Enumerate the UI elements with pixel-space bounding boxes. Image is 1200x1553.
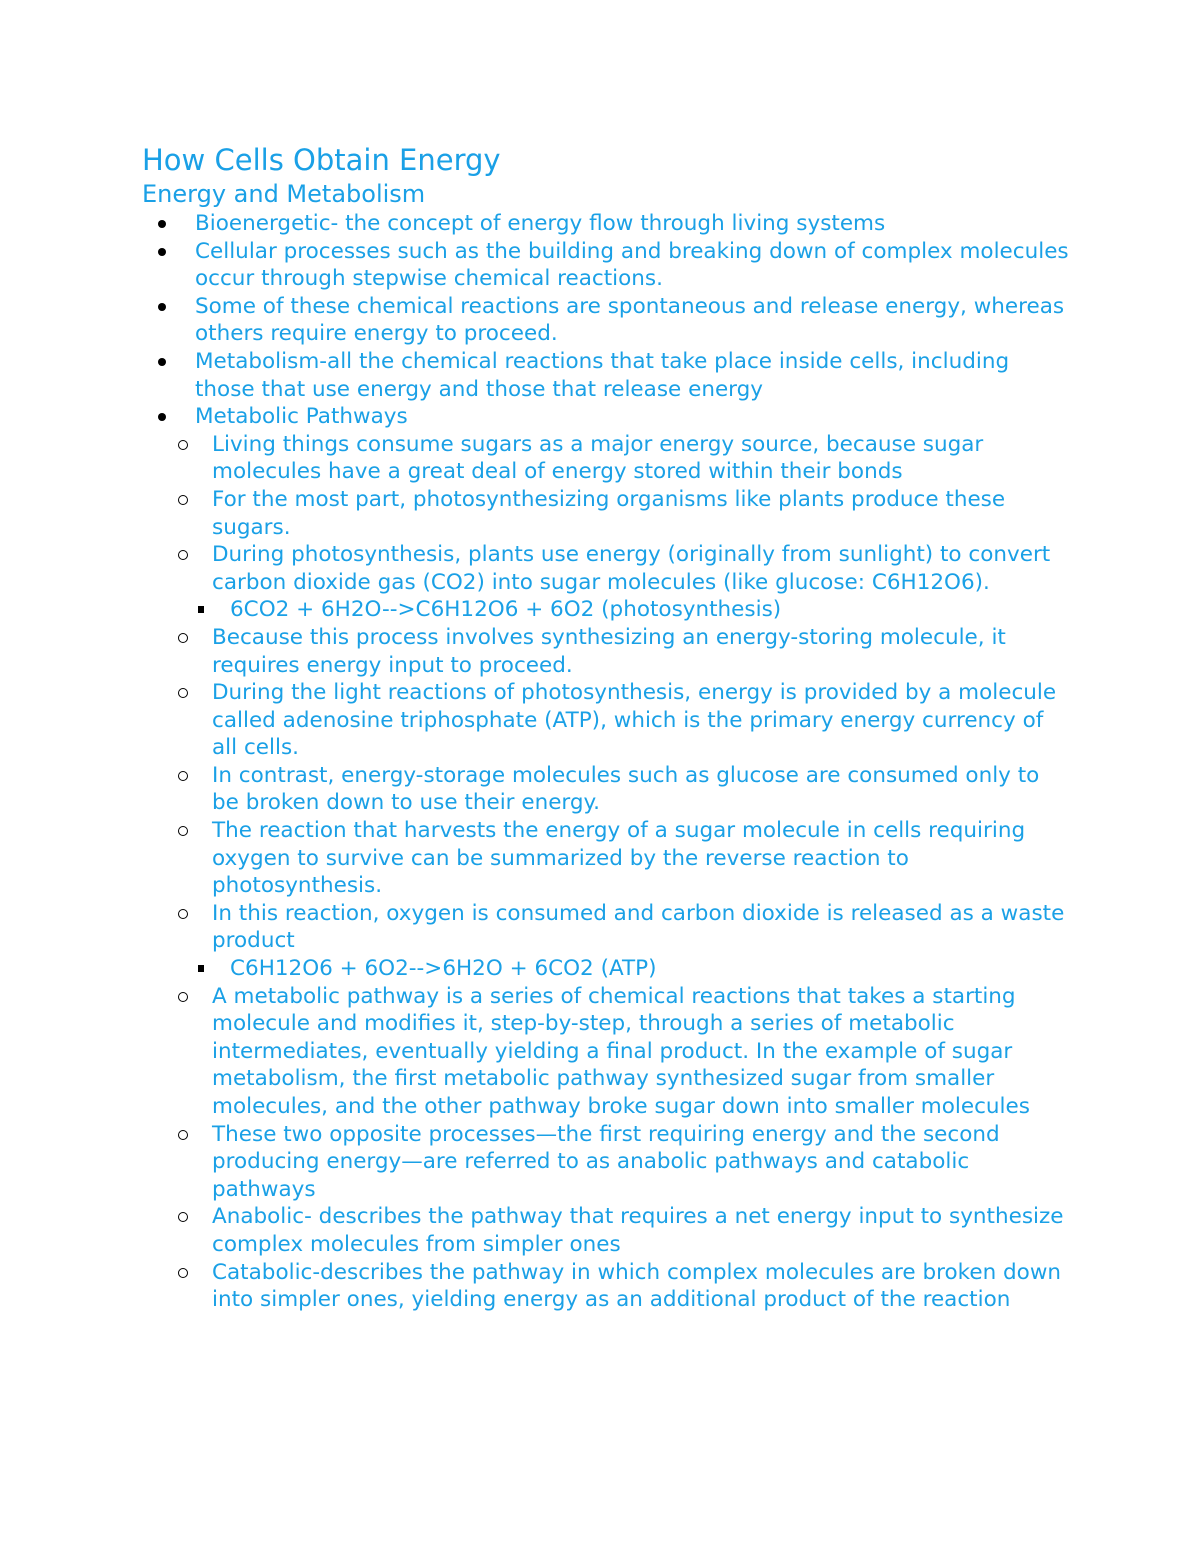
- bullet-circle-icon: [178, 1212, 188, 1222]
- document-content: [142, 141, 1072, 1314]
- list-item: Metabolism-all the chemical reactions that take place inside cells, including those that use energy and those that release energy: [142, 348, 1072, 403]
- document-title: How Cells Obtain Energy: [142, 143, 501, 177]
- sub-list-item: For the most part, photosynthesizing organisms like plants produce these sugars.: [142, 486, 1072, 541]
- equation-list: [212, 596, 1072, 624]
- list-item: Bioenergetic- the concept of energy flow through living systems: [142, 210, 1072, 238]
- sub-list-item: These two opposite processes—the first requiring energy and the second producing energy—are referred to as anabolic pathways and catabolic pathways: [142, 1121, 1072, 1204]
- bullet-circle-icon: [178, 633, 188, 643]
- sub-list-item: Catabolic-describes the pathway in which complex molecules are broken down into simpler ones, yielding energy as an additional product of the reaction: [142, 1259, 1072, 1314]
- sub-list-item: During photosynthesis, plants use energy (originally from sunlight) to convert carbon dioxide gas (CO2) into sugar molecules (like glucose: C6H12O6). 6CO2 + 6H2O-->C6H12O6 + 6O2 (photosynthesis): [142, 541, 1072, 624]
- bullet-circle-icon: [178, 1268, 188, 1278]
- sub-list-item: In contrast, energy-storage molecules such as glucose are consumed only to be broken down to use their energy.: [142, 762, 1072, 817]
- sub-list-item: In this reaction, oxygen is consumed and carbon dioxide is released as a waste product C6H12O6 + 6O2-->6H2O + 6CO2 (ATP): [142, 900, 1072, 983]
- bullet-circle-icon: [178, 826, 188, 836]
- bullet-disc-icon: [158, 413, 166, 421]
- bullet-circle-icon: [178, 1130, 188, 1140]
- bullet-disc-icon: [158, 248, 166, 256]
- bullet-circle-icon: [178, 992, 188, 1002]
- bullet-circle-icon: [178, 550, 188, 560]
- section-heading: Energy and Metabolism: [142, 180, 426, 208]
- list-item: Metabolic Pathways Living things consume sugars as a major energy source, because sugar molecules have a great deal of energy stored within their bonds For the most part, photosynthesizing organisms like plants produce these sugars. During photosynthesis, plants use energy (originally from sunlight) to convert carbon dioxide gas (CO2) into sugar molecules (like glucose: C6H12O6). 6CO2 + 6H2O-->C6H12O6 + 6O2 (photosynthesis) Because this process involves synthesizing an energy-storing molecule, it requires energy input to proceed. During the light reactions of photosynthesis, energy is provided by a molecule called adenosine triphosphate (ATP), which is the primary energy currency of all cells. In contrast, energy-storage molecules such as glucose are consumed only to be broken down to use their energy. The reaction that harvests the energy of a sugar molecule in cells requiring oxygen to survive can be summarized by the reverse reaction to photosynthesis. In this reaction, oxygen is consumed and carbon dioxide is released as a waste product C6H12O6 + 6O2-->6H2O + 6CO2 (ATP) A metabolic pathway is a series of chemical reactions that takes a starting molecule and modifies it, step-by-step, through a series of metabolic intermediates, eventually yielding a final product. In the example of sugar metabolism, the first metabolic pathway synthesized sugar from smaller molecules, and the other pathway broke sugar down into smaller molecules These two opposite processes—the first requiring energy and the second producing energy—are referred to as anabolic pathways and catabolic pathways Anabolic- describes the pathway that requires a net energy input to synthesize complex molecules from simpler ones Catabolic-describes the pathway in which complex molecules are broken down into simpler ones, yielding energy as an additional product of the reaction: [142, 403, 1072, 1314]
- bullet-circle-icon: [178, 440, 188, 450]
- list-item: Some of these chemical reactions are spontaneous and release energy, whereas others require energy to proceed.: [142, 293, 1072, 348]
- bullet-disc-icon: [158, 358, 166, 366]
- sub-list-item: During the light reactions of photosynthesis, energy is provided by a molecule called adenosine triphosphate (ATP), which is the primary energy currency of all cells.: [142, 679, 1072, 762]
- bullet-circle-icon: [178, 771, 188, 781]
- sub-bullet-list: [195, 431, 1072, 1314]
- sub-list-item: Because this process involves synthesizing an energy-storing molecule, it requires energy input to proceed.: [142, 624, 1072, 679]
- bullet-square-icon: [198, 965, 204, 972]
- equation-item: C6H12O6 + 6O2-->6H2O + 6CO2 (ATP): [142, 955, 1072, 983]
- bullet-disc-icon: [158, 303, 166, 311]
- bullet-circle-icon: [178, 688, 188, 698]
- equation-item: 6CO2 + 6H2O-->C6H12O6 + 6O2 (photosynthesis): [142, 596, 1072, 624]
- bullet-list: [142, 210, 1072, 1314]
- bullet-circle-icon: [178, 909, 188, 919]
- list-item: Cellular processes such as the building and breaking down of complex molecules occur through stepwise chemical reactions.: [142, 238, 1072, 293]
- sub-list-item: Anabolic- describes the pathway that requires a net energy input to synthesize complex molecules from simpler ones: [142, 1203, 1072, 1258]
- sub-list-item: A metabolic pathway is a series of chemical reactions that takes a starting molecule and modifies it, step-by-step, through a series of metabolic intermediates, eventually yielding a final product. In the example of sugar metabolism, the first metabolic pathway synthesized sugar from smaller molecules, and the other pathway broke sugar down into smaller molecules: [142, 983, 1072, 1121]
- sub-list-item: The reaction that harvests the energy of a sugar molecule in cells requiring oxygen to survive can be summarized by the reverse reaction to photosynthesis.: [142, 817, 1072, 900]
- sub-list-item: Living things consume sugars as a major energy source, because sugar molecules have a great deal of energy stored within their bonds: [142, 431, 1072, 486]
- equation-list: [212, 955, 1072, 983]
- bullet-circle-icon: [178, 495, 188, 505]
- bullet-disc-icon: [158, 220, 166, 228]
- bullet-square-icon: [198, 606, 204, 613]
